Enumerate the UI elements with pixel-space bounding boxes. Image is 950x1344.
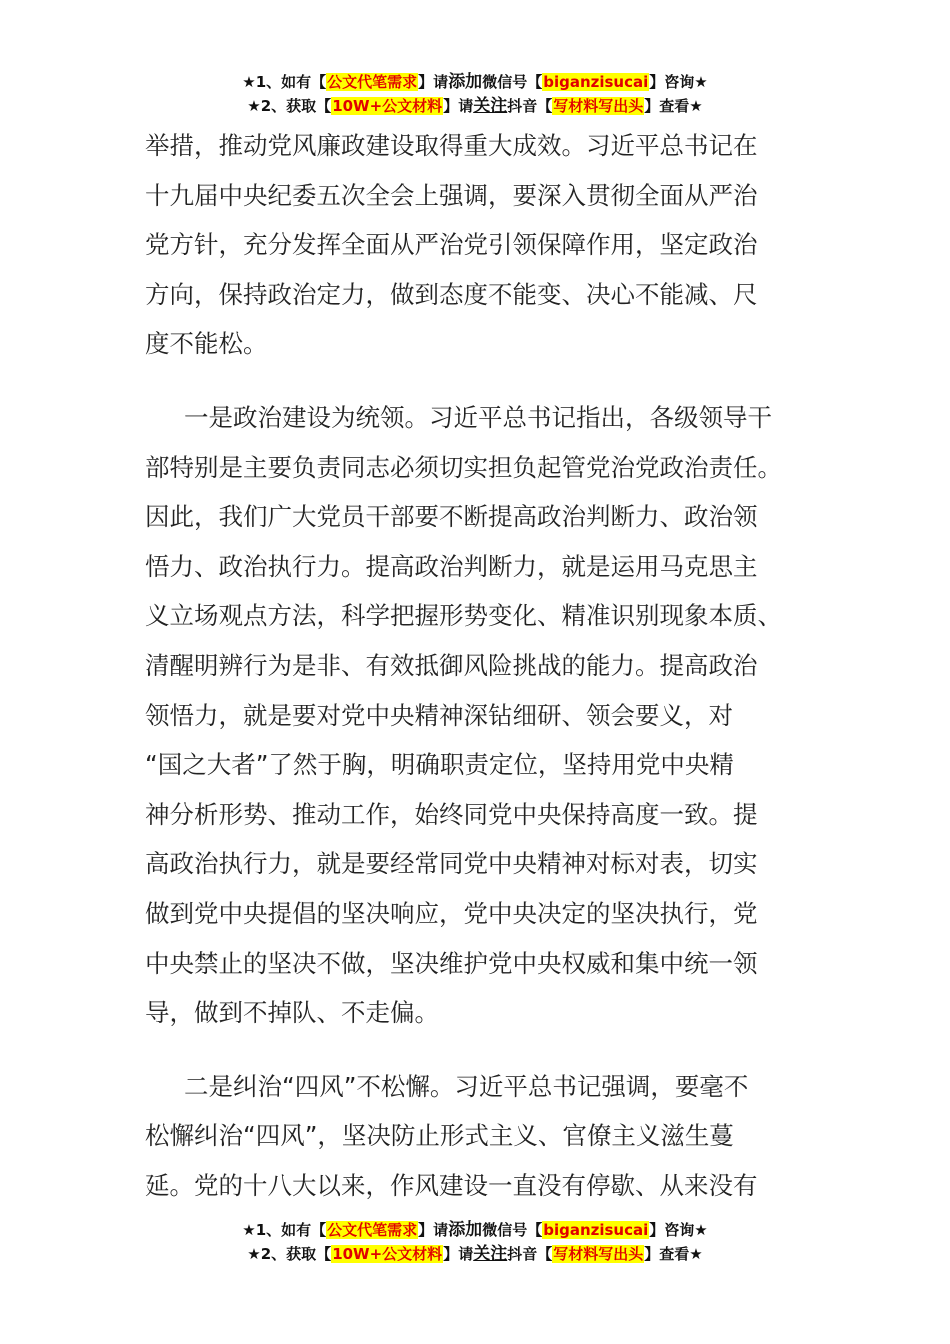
star-icon: ★ xyxy=(689,1245,703,1263)
banner-line-1 xyxy=(0,1218,950,1242)
star-icon: ★ xyxy=(694,1221,708,1239)
banner-text: 】咨询 xyxy=(649,73,695,91)
banner-emphasis: 关注 xyxy=(473,96,508,116)
banner-emphasis: 添加 xyxy=(448,72,483,92)
banner-text: 】查看 xyxy=(644,1245,690,1263)
document-body xyxy=(145,121,805,1210)
banner-text: 2、获取【 xyxy=(260,1245,332,1263)
banner-text: 1、如有【 xyxy=(255,1221,327,1239)
banner-text: 微信号【 xyxy=(482,1221,543,1239)
highlight-douyin: 写材料写出头 xyxy=(553,97,644,115)
banner-text: 】请 xyxy=(443,1245,474,1263)
star-icon: ★ xyxy=(247,97,261,115)
banner-text: 】查看 xyxy=(644,97,690,115)
star-icon: ★ xyxy=(694,73,708,91)
highlight-materials: 10W+公文材料 xyxy=(332,97,443,115)
banner-text: 2、获取【 xyxy=(260,97,332,115)
banner-emphasis: 添加 xyxy=(448,1220,483,1240)
banner-emphasis: 关注 xyxy=(473,1244,508,1264)
banner-text: 1、如有【 xyxy=(255,73,327,91)
banner-text: 】请 xyxy=(418,1221,449,1239)
highlight-douyin: 写材料写出头 xyxy=(553,1245,644,1263)
paragraph-3: 二是纠治“四风”不松懈。习近平总书记强调，要毫不 松懈纠治“四风”，坚决防止形式主义、官僚主义滋生蔓 延。党的十八大以来，作风建设一直没有停歇、从来没有 xyxy=(145,1071,758,1200)
header-banner xyxy=(0,70,950,118)
paragraph-1: 举措，推动党风廉政建设取得重大成效。习近平总书记在 十九届中央纪委五次全会上强调，要深入贯彻全面从严治 党方针，充分发挥全面从严治党引领保障作用，坚定政治 方向，保持政治定力，做到态度不能变、决心不能减、尺 度不能松。 xyxy=(145,131,758,359)
highlight-wechat-id: biganzisucai xyxy=(543,1221,649,1239)
paragraph-2: 一是政治建设为统领。习近平总书记指出，各级领导干 部特别是主要负责同志必须切实担负起管党治党政治责任。 因此，我们广大党员干部要不断提高政治判断力、政治领 悟力、政治执行力。提高政治判断力，就是运用马克思主 义立场观点方法，科学把握形势变化、精准识别现象本质、 清醒明辨行为是非、有效抵御风险挑战的能力。提高政治 领悟力，就是要对党中央精神深钻细研、领会要义，对 “国之大者”了然于胸，明确职责定位，坚持用党中央精 神分析形势、推动工作，始终同党中央保持高度一致。提 高政治执行力，就是要经常同党中央精神对标对表，切实 做到党中央提倡的坚决响应，党中央决定的坚决执行，党 中央禁止的坚决不做，坚决维护党中央权威和集中统一领 导，做到不掉队、不走偏。 xyxy=(145,402,782,1028)
banner-text: 微信号【 xyxy=(482,73,543,91)
star-icon: ★ xyxy=(242,1221,256,1239)
banner-text: 】请 xyxy=(443,97,474,115)
star-icon: ★ xyxy=(247,1245,261,1263)
banner-text: 】请 xyxy=(418,73,449,91)
banner-text: 】咨询 xyxy=(649,1221,695,1239)
banner-text: 抖音【 xyxy=(507,97,553,115)
banner-line-2 xyxy=(0,94,950,118)
highlight-wechat-id: biganzisucai xyxy=(543,73,649,91)
star-icon: ★ xyxy=(242,73,256,91)
star-icon: ★ xyxy=(689,97,703,115)
banner-line-2 xyxy=(0,1242,950,1266)
highlight-service: 公文代笔需求 xyxy=(327,1221,418,1239)
banner-line-1 xyxy=(0,70,950,94)
footer-banner xyxy=(0,1218,950,1266)
highlight-service: 公文代笔需求 xyxy=(327,73,418,91)
highlight-materials: 10W+公文材料 xyxy=(332,1245,443,1263)
banner-text: 抖音【 xyxy=(507,1245,553,1263)
